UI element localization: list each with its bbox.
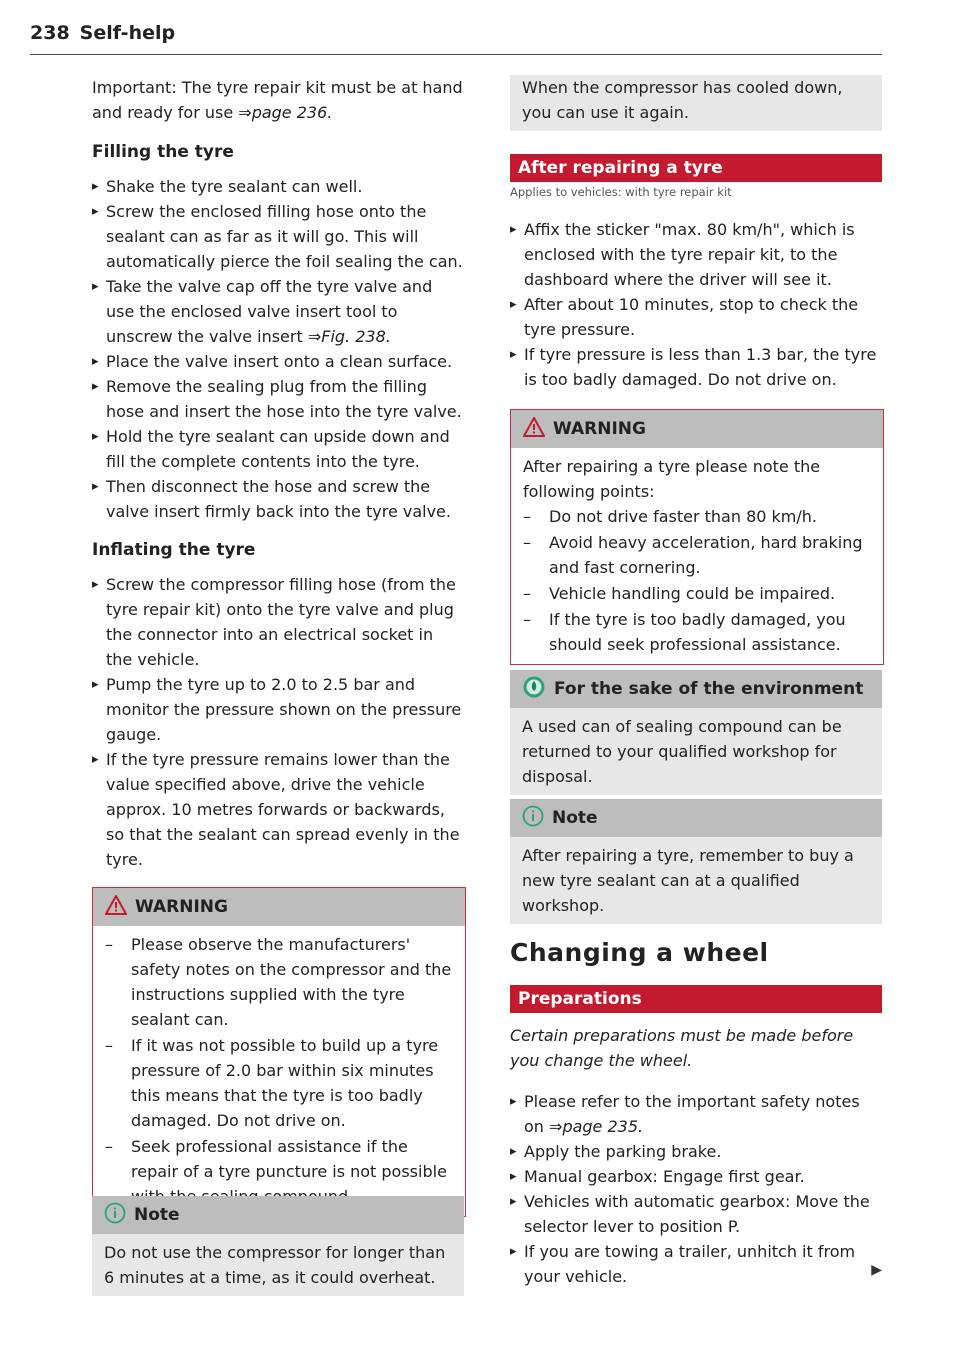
note-text: Do not use the compressor for longer than 6 minutes at a time, as it could overheat. <box>104 1243 446 1287</box>
warning-body <box>93 926 465 1216</box>
list-item: ▸ Remove the sealing plug from the filling hose and insert the hose into the tyre valve. <box>92 374 464 424</box>
section-heading: Changing a wheel <box>510 938 769 967</box>
warning-list <box>105 932 453 1209</box>
list-item: ▸ Vehicles with automatic gearbox: Move the selector lever to position P. <box>510 1189 882 1239</box>
page-reference-link[interactable]: page 235. <box>562 1117 644 1136</box>
page-number: 238 <box>30 22 70 44</box>
list-item: ▸ Affix the sticker "max. 80 km/h", which is enclosed with the tyre repair kit, to the dashboard where the driver will see it. <box>510 217 882 292</box>
warning-body <box>511 448 883 664</box>
warning-triangle-icon <box>105 895 127 920</box>
warning-header <box>93 888 465 926</box>
warning-box <box>92 887 466 1217</box>
list-item: ▸ After about 10 minutes, stop to check the tyre pressure. <box>510 292 882 342</box>
list-item: – Seek professional assistance if the repair of a tyre puncture is not possible <box>105 1134 453 1209</box>
list-item: ▸ If tyre pressure is less than 1.3 bar, the tyre is too badly damaged. Do not drive on. <box>510 342 882 392</box>
arrow-ref-icon: ⇒ <box>238 103 252 122</box>
list-item: ▸ Place the valve insert onto a clean surface. <box>92 349 464 374</box>
continue-marker <box>510 1262 882 1282</box>
list-item: ▸ Screw the compressor filling hose (from the tyre repair kit) onto the tyre valve and plug the connector into an electrical socket in the vehicle. <box>92 572 464 672</box>
list-item: – If the tyre is too badly damaged, you should seek professional assistance. <box>523 607 871 657</box>
inflating-steps <box>92 572 464 872</box>
continue-arrow-icon: ▶ <box>871 1262 882 1278</box>
note-title: Note <box>552 808 598 828</box>
note-text: After repairing a tyre, remember to buy a new tyre sealant can at a qualified workshop. <box>522 846 854 915</box>
environment-icon <box>522 675 546 704</box>
figure-reference-link[interactable]: Fig. 238. <box>321 327 391 346</box>
list-item: ▸ Screw the enclosed filling hose onto the sealant can as far as it will go. This will automatically pierce the foil sealing the can. <box>92 199 464 274</box>
warning-box <box>510 409 884 665</box>
environment-box <box>510 670 882 795</box>
list-item: – Please observe the manufacturers' safety notes on the compressor and the instructions supplied with the tyre sealant can. <box>105 932 453 1032</box>
environment-header <box>510 670 882 708</box>
list-item: ▸ If you are towing a trailer, unhitch it from your vehicle. <box>510 1239 882 1289</box>
note-header <box>510 799 882 837</box>
warning-title: WARNING <box>553 419 646 439</box>
note-box <box>92 1196 464 1296</box>
info-icon <box>104 1202 126 1229</box>
list-item: ▸ Shake the tyre sealant can well. <box>92 174 464 199</box>
preparations-steps <box>510 1089 882 1289</box>
arrow-ref-icon: ⇒ <box>307 327 322 346</box>
after-repair-steps <box>510 217 882 392</box>
warning-title: WARNING <box>135 897 228 917</box>
list-item: ▸ Hold the tyre sealant can upside down and fill the complete contents into the tyre. <box>92 424 464 474</box>
list-item: ▸ Manual gearbox: Engage first gear. <box>510 1164 882 1189</box>
preparations-intro: Certain preparations must be made before you change the wheel. <box>510 1026 854 1070</box>
filling-steps <box>92 174 464 524</box>
page-header <box>30 22 882 55</box>
list-item: – If it was not possible to build up a tyre pressure of 2.0 bar within six minutes this means that the tyre is too badly damaged. Do not drive on. <box>105 1033 453 1133</box>
section-title: Self-help <box>79 22 176 44</box>
list-item: ▸ Pump the tyre up to 2.0 to 2.5 bar and monitor the pressure shown on the pressure gauge. <box>92 672 464 747</box>
page-reference-link[interactable]: page 236. <box>251 103 333 122</box>
intro-paragraph: Important: The tyre repair kit must be at hand and ready for use ⇒page 236. <box>92 78 463 122</box>
after-repair-heading: After repairing a tyre <box>510 154 882 182</box>
arrow-ref-icon: ⇒ <box>549 1117 563 1136</box>
preparations-heading: Preparations <box>510 985 882 1013</box>
list-item: ▸ Then disconnect the hose and screw the valve insert firmly back into the tyre valve. <box>92 474 464 524</box>
list-item: – Do not drive faster than 80 km/h. <box>523 504 871 529</box>
filling-heading: Filling the tyre <box>92 142 234 162</box>
list-item: – Vehicle handling could be impaired. <box>523 581 871 606</box>
warning-triangle-icon <box>523 417 545 442</box>
note-box <box>510 799 882 924</box>
list-item: ▸ Please refer to the important safety notes on ⇒page 235. <box>510 1089 882 1139</box>
environment-text: A used can of sealing compound can be returned to your qualified workshop for disposal. <box>522 717 842 786</box>
list-item: ▸ If the tyre pressure remains lower than the value specified above, drive the vehicle approx. 10 metres forwards or backwards, so that the sealant can spread evenly in the tyre. <box>92 747 464 872</box>
inflating-heading: Inflating the tyre <box>92 540 256 560</box>
list-item: ▸ Take the valve cap off the tyre valve and use the enclosed valve insert tool to unscrew the valve insert ⇒Fig. 238. <box>92 274 464 349</box>
applies-note: Applies to vehicles: with tyre repair kit <box>510 185 732 199</box>
cooled-text: When the compressor has cooled down, you can use it again. <box>522 78 843 122</box>
list-item: – Avoid heavy acceleration, hard braking and fast cornering. <box>523 530 871 580</box>
note-title: Note <box>134 1205 180 1225</box>
warning-intro: After repairing a tyre please note the following points: <box>523 457 821 501</box>
note-header <box>92 1196 464 1234</box>
warning-list <box>523 504 871 657</box>
environment-title: For the sake of the environment <box>554 679 864 699</box>
info-icon <box>522 805 544 832</box>
continued-note <box>510 75 882 131</box>
list-item: ▸ Apply the parking brake. <box>510 1139 882 1164</box>
warning-header <box>511 410 883 448</box>
